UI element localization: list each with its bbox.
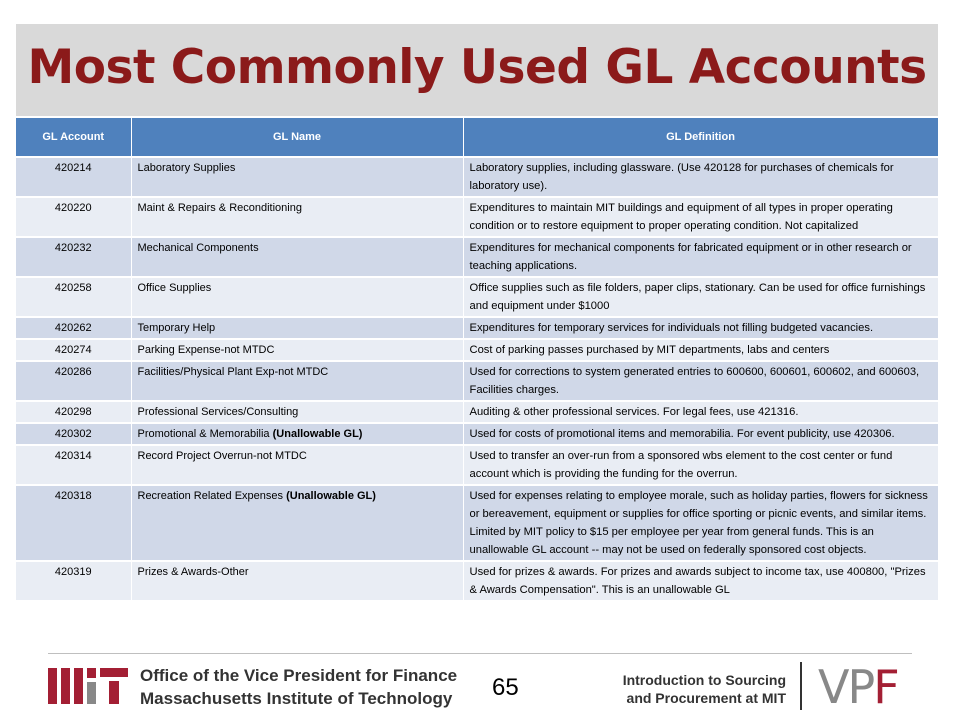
gl-definition-cell: Office supplies such as file folders, paper clips, stationary. Can be used for office furnishings and equipment under $1000 <box>463 277 938 317</box>
course-title-line-1: Introduction to Sourcing <box>622 672 786 688</box>
table-row <box>16 401 938 423</box>
vpf-logo-vp: VP <box>818 660 874 714</box>
gl-name-cell <box>131 157 463 197</box>
gl-accounts-table <box>16 118 938 600</box>
footer-separator <box>800 662 802 710</box>
gl-account-cell: 420319 <box>16 561 131 600</box>
gl-account-cell: 420262 <box>16 317 131 339</box>
gl-name-text: Recreation Related Expenses <box>137 490 284 502</box>
table-row <box>16 423 938 445</box>
gl-name-cell <box>131 423 463 445</box>
course-title-line-2: and Procurement at MIT <box>626 690 786 706</box>
gl-name-cell <box>131 197 463 237</box>
header-gl-name: GL Name <box>131 118 463 157</box>
gl-name-text: Parking Expense-not MTDC <box>137 344 275 356</box>
gl-definition-cell: Laboratory supplies, including glassware. (Use 420128 for purchases of chemicals for laboratory use). <box>463 157 938 197</box>
vpf-logo <box>818 660 898 714</box>
table-row <box>16 197 938 237</box>
gl-name-cell <box>131 277 463 317</box>
page-number: 65 <box>492 674 519 701</box>
gl-name-cell <box>131 445 463 485</box>
gl-account-cell: 420286 <box>16 361 131 401</box>
gl-name-text: Office Supplies <box>137 282 212 294</box>
table-row <box>16 561 938 600</box>
gl-name-cell <box>131 237 463 277</box>
gl-name-text: Maint & Repairs & Reconditioning <box>137 202 302 214</box>
gl-account-cell: 420232 <box>16 237 131 277</box>
office-line-2: Massachusetts Institute of Technology <box>140 689 453 708</box>
title-band <box>16 24 938 116</box>
table-row <box>16 339 938 361</box>
gl-name-text: Laboratory Supplies <box>137 162 236 174</box>
gl-name-text: Mechanical Components <box>137 242 259 254</box>
gl-name-cell <box>131 401 463 423</box>
gl-name-cell <box>131 561 463 600</box>
office-line-1: Office of the Vice President for Finance <box>140 666 458 685</box>
gl-name-text: Prizes & Awards-Other <box>137 566 249 578</box>
unallowable-label: (Unallowable GL) <box>272 428 363 440</box>
gl-name-text: Professional Services/Consulting <box>137 406 299 418</box>
table-row <box>16 445 938 485</box>
table-row <box>16 361 938 401</box>
header-gl-definition: GL Definition <box>463 118 938 157</box>
gl-account-cell: 420214 <box>16 157 131 197</box>
table-row <box>16 277 938 317</box>
gl-name-cell <box>131 485 463 561</box>
gl-account-cell: 420258 <box>16 277 131 317</box>
gl-definition-cell: Used to transfer an over-run from a sponsored wbs element to the cost center or fund account which is providing the funding for the overrun. <box>463 445 938 485</box>
gl-name-cell <box>131 317 463 339</box>
office-name <box>140 664 457 710</box>
gl-name-text: Promotional & Memorabilia <box>137 428 270 440</box>
table-row <box>16 317 938 339</box>
gl-account-cell: 420274 <box>16 339 131 361</box>
gl-name-text: Temporary Help <box>137 322 216 334</box>
vpf-logo-f: F <box>873 660 898 714</box>
gl-account-cell: 420314 <box>16 445 131 485</box>
slide-title: Most Commonly Used GL Accounts <box>27 40 927 95</box>
course-title <box>586 671 786 707</box>
gl-definition-cell: Expenditures for temporary services for individuals not filling budgeted vacancies. <box>463 317 938 339</box>
table-row <box>16 485 938 561</box>
table-row <box>16 157 938 197</box>
gl-account-cell: 420318 <box>16 485 131 561</box>
gl-definition-cell: Expenditures to maintain MIT buildings and equipment of all types in proper operating condition or to restore equipment to proper operating condition. Not capitalized <box>463 197 938 237</box>
gl-account-cell: 420298 <box>16 401 131 423</box>
gl-definition-cell: Used for costs of promotional items and memorabilia. For event publicity, use 420306. <box>463 423 938 445</box>
gl-definition-cell: Used for prizes & awards. For prizes and awards subject to income tax, use 400800, "Prizes & Awards Compensation". This is an unallowable GL <box>463 561 938 600</box>
header-gl-account: GL Account <box>16 118 131 157</box>
gl-definition-cell: Cost of parking passes purchased by MIT departments, labs and centers <box>463 339 938 361</box>
gl-definition-cell: Used for corrections to system generated entries to 600600, 600601, 600602, and 600603, Facilities charges. <box>463 361 938 401</box>
gl-name-cell <box>131 361 463 401</box>
gl-account-cell: 420302 <box>16 423 131 445</box>
gl-name-text: Record Project Overrun-not MTDC <box>137 450 307 462</box>
table-header-row <box>16 118 938 157</box>
mit-logo-icon <box>48 666 128 706</box>
gl-definition-cell: Expenditures for mechanical components for fabricated equipment or in other research or teaching applications. <box>463 237 938 277</box>
gl-account-cell: 420220 <box>16 197 131 237</box>
gl-definition-cell: Auditing & other professional services. For legal fees, use 421316. <box>463 401 938 423</box>
unallowable-label: (Unallowable GL) <box>286 490 376 502</box>
table-row <box>16 237 938 277</box>
gl-name-text: Facilities/Physical Plant Exp-not MTDC <box>137 366 329 378</box>
gl-definition-cell: Used for expenses relating to employee morale, such as holiday parties, flowers for sickness or bereavement, equipment or supplies for office sporting or picnic events, and similar items. Limited by MIT policy to $15 per employee per year from general funds. This is an unallowable GL account -- may not be used on federally sponsored cost objects. <box>463 485 938 561</box>
footer-divider <box>48 653 912 654</box>
gl-name-cell <box>131 339 463 361</box>
